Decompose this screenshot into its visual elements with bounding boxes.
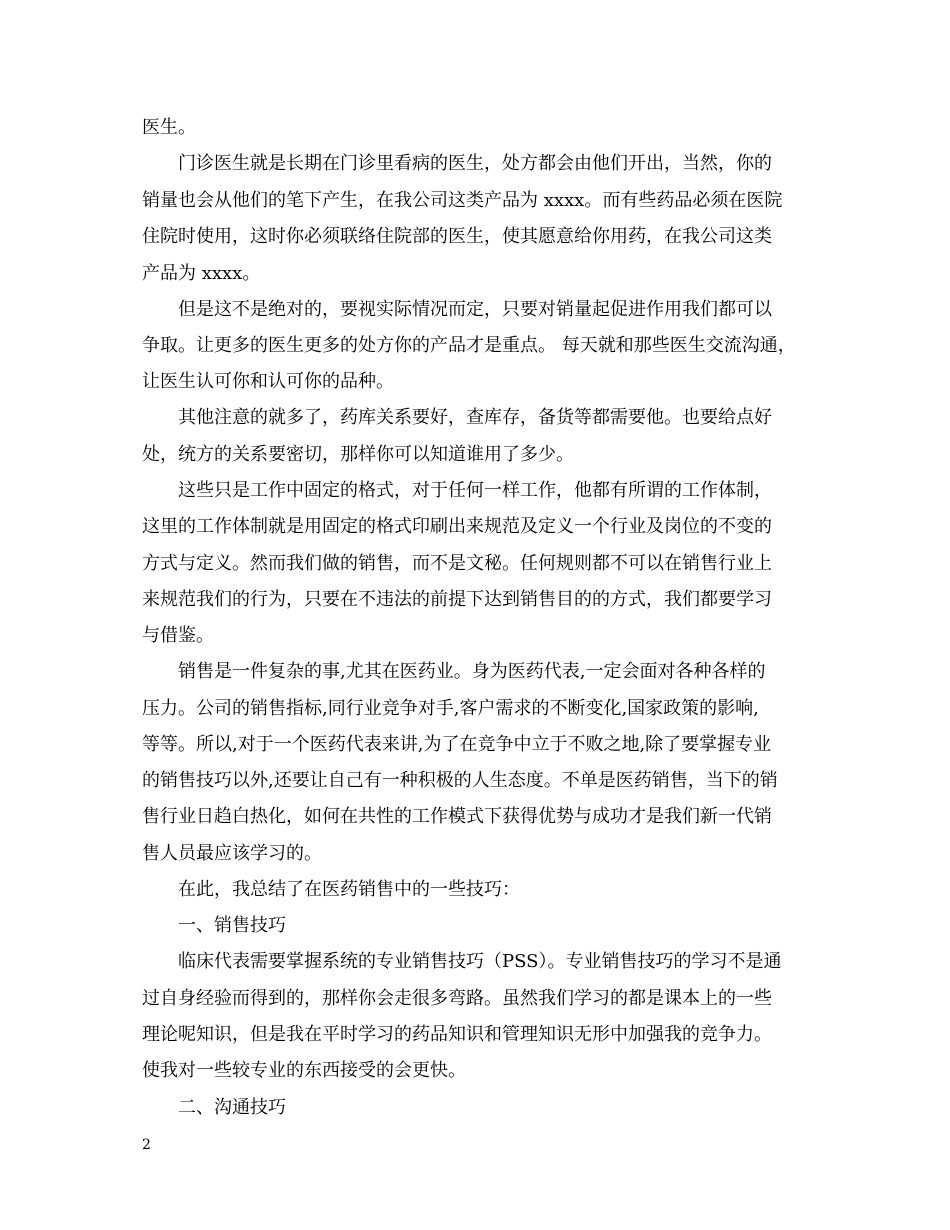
text-line: 销售是一件复杂的事,尤其在医药业。身为医药代表,一定会面对各种各样的 bbox=[178, 661, 766, 682]
text-line: 争取。让更多的医生更多的处方你的产品才是重点。 每天就和那些医生交流沟通， bbox=[142, 335, 796, 356]
text-line: 二、沟通技巧 bbox=[178, 1097, 286, 1118]
text-line: 售人员最应该学习的。 bbox=[142, 843, 322, 864]
text-line: 临床代表需要掌握系统的专业销售技巧（PSS）。专业销售技巧的学习不是通 bbox=[178, 951, 782, 972]
text-line: 来规范我们的行为，只要在不违法的前提下达到销售目的的方式，我们都要学习 bbox=[142, 589, 772, 610]
text-line: 这里的工作体制就是用固定的格式印刷出来规范及定义一个行业及岗位的不变的 bbox=[142, 516, 772, 537]
text-line: 医生。 bbox=[142, 117, 196, 138]
text-line: 过自身经验而得到的，那样你会走很多弯路。虽然我们学习的都是课本上的一些 bbox=[142, 988, 772, 1009]
text-line: 理论呢知识，但是我在平时学习的药品知识和管理知识无形中加强我的竞争力。 bbox=[142, 1024, 772, 1045]
text-line: 产品为 xxxx。 bbox=[142, 263, 261, 284]
text-line: 在此，我总结了在医药销售中的一些技巧： bbox=[178, 879, 520, 900]
text-line: 与借鉴。 bbox=[142, 625, 214, 646]
text-line: 一、销售技巧 bbox=[178, 915, 286, 936]
page-number: 2 bbox=[142, 1137, 151, 1153]
text-line: 让医生认可你和认可你的品种。 bbox=[142, 371, 394, 392]
text-line: 门诊医生就是长期在门诊里看病的医生，处方都会由他们开出，当然，你的 bbox=[178, 153, 772, 174]
text-line: 售行业日趋白热化，如何在共性的工作模式下获得优势与成功才是我们新一代销 bbox=[142, 806, 772, 827]
text-line: 这些只是工作中固定的格式，对于任何一样工作，他都有所谓的工作体制， bbox=[178, 480, 772, 501]
text-line: 处，统方的关系要密切，那样你可以知道谁用了多少。 bbox=[142, 444, 574, 465]
text-line: 压力。公司的销售指标,同行业竞争对手,客户需求的不断变化,国家政策的影响, bbox=[142, 698, 759, 719]
text-line: 的销售技巧以外,还要让自己有一种积极的人生态度。不单是医药销售，当下的销 bbox=[142, 770, 778, 791]
text-line: 等等。所以,对于一个医药代表来讲,为了在竞争中立于不败之地,除了要掌握专业 bbox=[142, 734, 772, 755]
text-line: 使我对一些较专业的东西接受的会更快。 bbox=[142, 1060, 466, 1081]
text-line: 方式与定义。然而我们做的销售，而不是文秘。任何规则都不可以在销售行业上 bbox=[142, 553, 772, 574]
text-line: 但是这不是绝对的，要视实际情况而定，只要对销量起促进作用我们都可以 bbox=[178, 299, 772, 320]
text-line: 销量也会从他们的笔下产生，在我公司这类产品为 xxxx。而有些药品必须在医院 bbox=[142, 190, 783, 211]
text-line: 其他注意的就多了，药库关系要好，查库存，备货等都需要他。也要给点好 bbox=[178, 407, 772, 428]
text-line: 住院时使用，这时你必须联络住院部的医生，使其愿意给你用药，在我公司这类 bbox=[142, 226, 772, 247]
